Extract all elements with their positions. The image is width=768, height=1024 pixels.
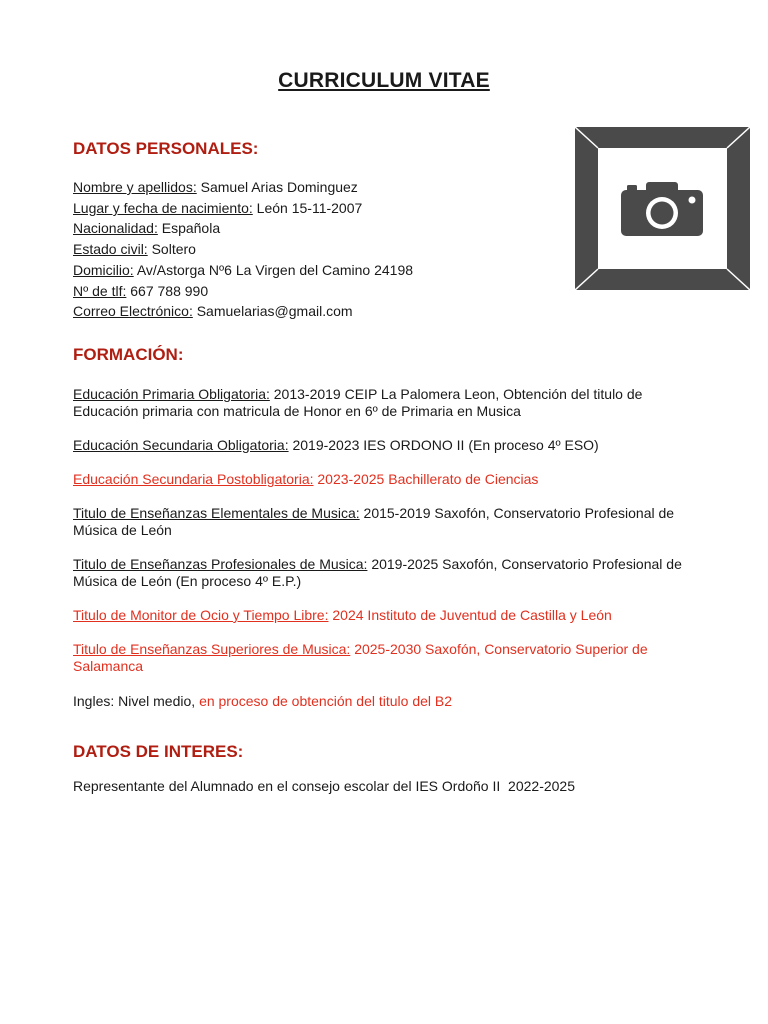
education-item-languages: Ingles: Nivel medio, en proceso de obtención del titulo del B2: [73, 693, 453, 709]
education-item-music-elementary: Titulo de Enseñanzas Elementales de Musica: 2015-2019 Saxofón, Conservatorio Profesional de Música de León: [73, 505, 675, 538]
personal-field-email: Correo Electrónico: Samuelarias@gmail.com: [73, 303, 353, 319]
personal-field-nationality: Nacionalidad: Española: [73, 220, 221, 236]
personal-field-phone: Nº de tlf: 667 788 990: [73, 283, 209, 299]
photo-placeholder: [575, 127, 750, 290]
document-title: CURRICULUM VITAE: [278, 69, 490, 92]
personal-field-birth: Lugar y fecha de nacimiento: León 15-11-2007: [73, 200, 363, 216]
section-heading-education: FORMACIÓN:: [73, 345, 184, 364]
section-heading-interests: DATOS DE INTERES:: [73, 742, 244, 761]
education-item-music-professional: Titulo de Enseñanzas Profesionales de Musica: 2019-2025 Saxofón, Conservatorio Profesional de Música de León (En proceso 4º E.P.): [73, 556, 682, 589]
personal-field-civil-status: Estado civil: Soltero: [73, 241, 196, 257]
education-item-secondary: Educación Secundaria Obligatoria: 2019-2023 IES ORDONO II (En proceso 4º ESO): [73, 437, 599, 453]
education-item-primary: Educación Primaria Obligatoria: 2013-2019 CEIP La Palomera Leon, Obtención del titulo de Educación primaria con matricula de Honor en 6º de Primaria en Musica: [73, 386, 643, 419]
interests-text: Representante del Alumnado en el consejo escolar del IES Ordoño II 2022-2025: [73, 778, 575, 794]
education-item-music-superior: Titulo de Enseñanzas Superiores de Musica: 2025-2030 Saxofón, Conservatorio Superior de Salamanca: [73, 641, 648, 674]
education-item-bachillerato: Educación Secundaria Postobligatoria: 2023-2025 Bachillerato de Ciencias: [73, 471, 539, 487]
section-heading-personal: DATOS PERSONALES:: [73, 139, 259, 158]
education-item-monitor: Titulo de Monitor de Ocio y Tiempo Libre: 2024 Instituto de Juventud de Castilla y León: [73, 607, 612, 623]
personal-field-name: Nombre y apellidos: Samuel Arias Dominguez: [73, 179, 358, 195]
personal-field-address: Domicilio: Av/Astorga Nº6 La Virgen del Camino 24198: [73, 262, 414, 278]
camera-icon: [575, 127, 750, 290]
